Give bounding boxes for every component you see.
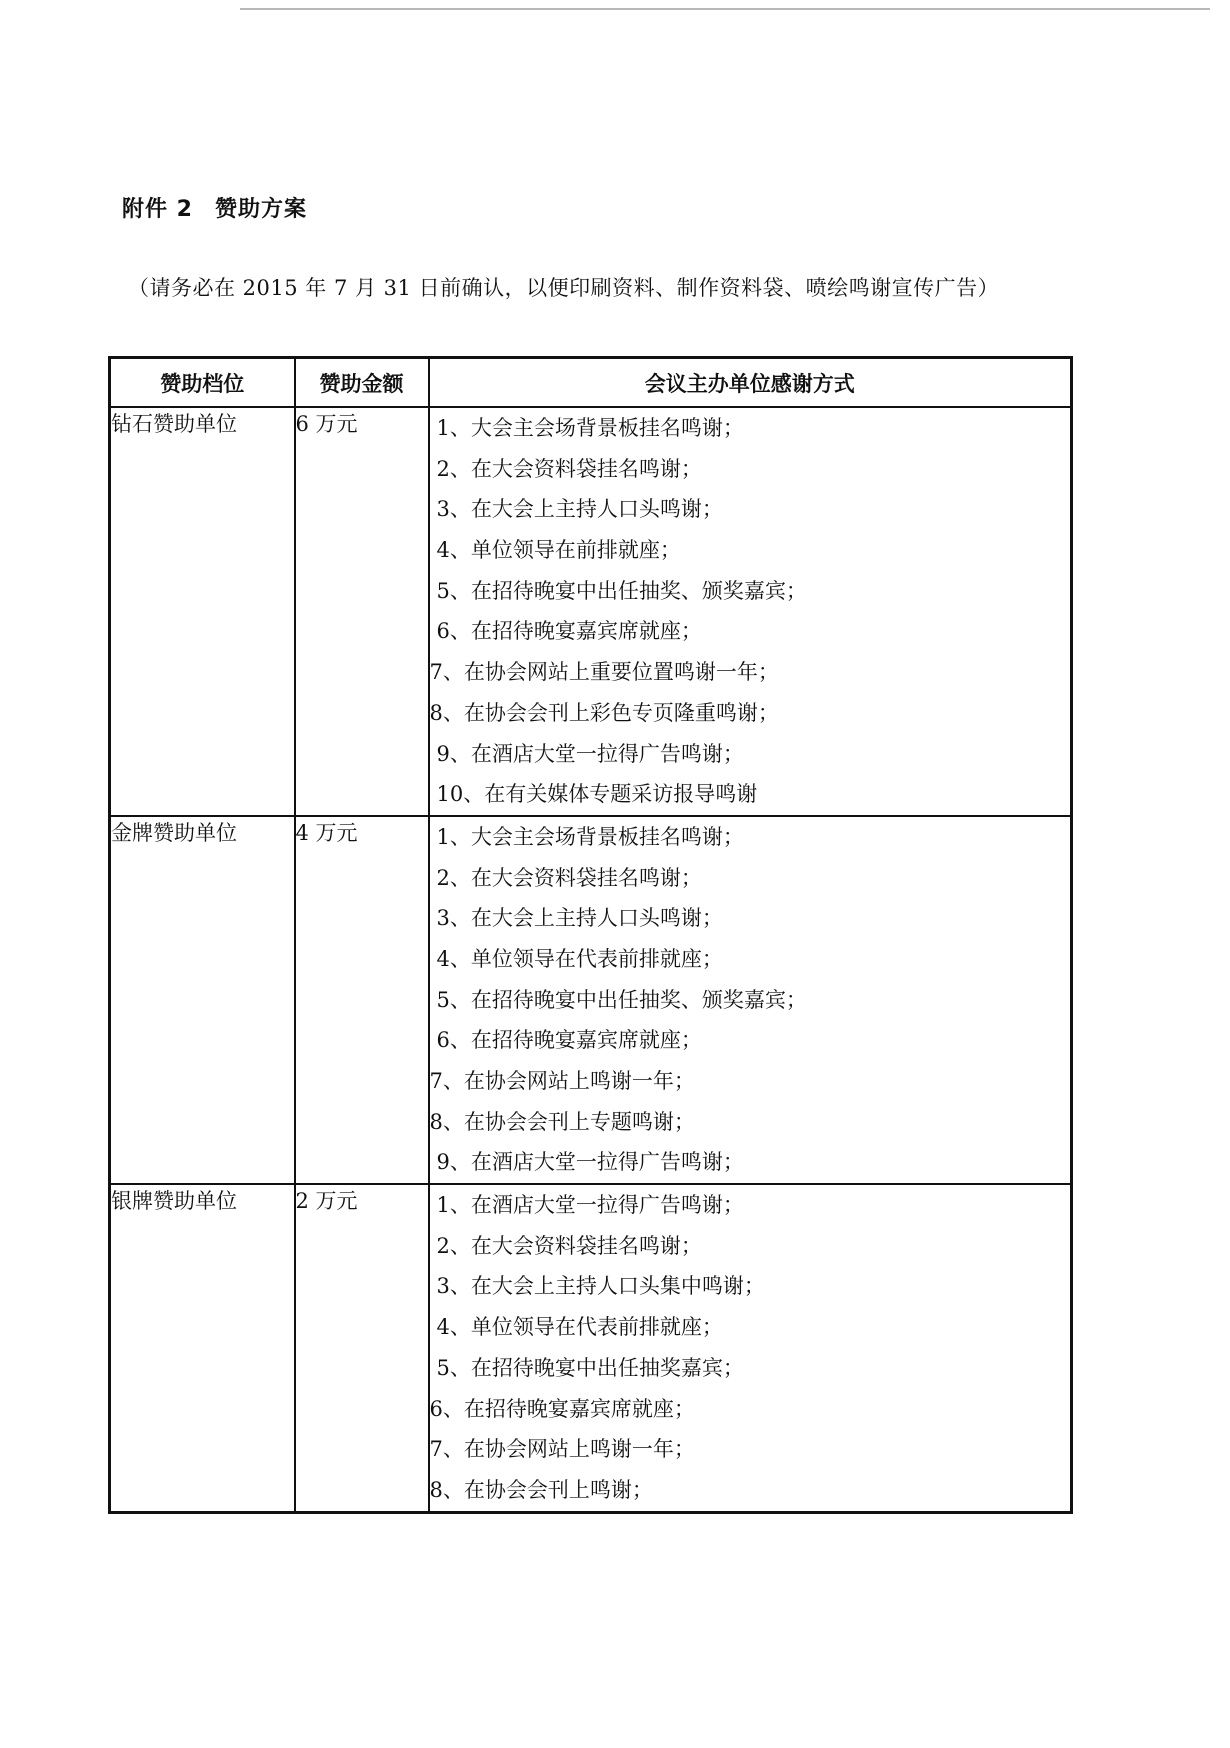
scan-top-rule	[240, 8, 1210, 10]
sponsorship-table	[108, 356, 1073, 1514]
confirmation-note: （请务必在 2015 年 7 月 31 日前确认，以便印刷资料、制作资料袋、喷绘鸣谢宣传广告）	[128, 276, 1000, 300]
perk-item: 1、大会主会场背景板挂名鸣谢；	[436, 824, 744, 849]
header-amount: 赞助金额	[295, 358, 429, 408]
header-tier: 赞助档位	[110, 358, 295, 408]
perk-item: 2、在大会资料袋挂名鸣谢；	[436, 456, 702, 481]
table-row-gold	[110, 816, 1072, 1184]
table-row-diamond	[110, 407, 1072, 816]
amount-cell: 2 万元	[295, 1184, 429, 1512]
perk-item: 2、在大会资料袋挂名鸣谢；	[436, 1233, 702, 1258]
perk-item: 7、在协会网站上重要位置鸣谢一年；	[429, 660, 779, 685]
tier-cell: 银牌赞助单位	[110, 1184, 295, 1512]
perk-item: 7、在协会网站上鸣谢一年；	[429, 1437, 695, 1462]
perk-item: 6、在招待晚宴嘉宾席就座；	[436, 1028, 702, 1053]
perk-item: 6、在招待晚宴嘉宾席就座；	[436, 619, 702, 644]
perk-item: 4、单位领导在代表前排就座；	[436, 946, 723, 971]
perk-item: 5、在招待晚宴中出任抽奖、颁奖嘉宾；	[436, 578, 807, 603]
page-title	[122, 192, 307, 223]
perk-item: 7、在协会网站上鸣谢一年；	[429, 1069, 695, 1093]
tier-cell: 金牌赞助单位	[110, 816, 295, 1184]
perk-item: 3、在大会上主持人口头鸣谢；	[436, 497, 723, 522]
perk-item: 4、单位领导在代表前排就座；	[436, 1315, 723, 1340]
perk-item: 9、在酒店大堂一拉得广告鸣谢；	[436, 741, 744, 766]
perks-cell	[429, 1184, 1072, 1512]
table-row-silver	[110, 1184, 1072, 1512]
perk-item: 6、在招待晚宴嘉宾席就座；	[429, 1396, 695, 1421]
perk-item: 9、在酒店大堂一拉得广告鸣谢；	[436, 1150, 744, 1175]
tier-cell: 钻石赞助单位	[110, 407, 295, 816]
perk-item: 2、在大会资料袋挂名鸣谢；	[436, 865, 702, 890]
perks-cell	[429, 407, 1072, 816]
perk-item: 1、大会主会场背景板挂名鸣谢；	[436, 416, 744, 440]
perk-item: 4、单位领导在前排就座；	[436, 538, 681, 563]
perk-item: 3、在大会上主持人口头集中鸣谢；	[436, 1274, 765, 1299]
perk-item: 5、在招待晚宴中出任抽奖、颁奖嘉宾；	[436, 987, 807, 1012]
perk-item: 5、在招待晚宴中出任抽奖嘉宾；	[436, 1355, 744, 1380]
perk-item: 8、在协会会刊上专题鸣谢；	[429, 1109, 695, 1134]
perk-item: 3、在大会上主持人口头鸣谢；	[436, 906, 723, 931]
amount-cell: 4 万元	[295, 816, 429, 1184]
amount-cell: 6 万元	[295, 407, 429, 816]
perk-item: 8、在协会会刊上鸣谢；	[429, 1477, 653, 1502]
header-thanks: 会议主办单位感谢方式	[429, 358, 1072, 408]
attachment-label: 附件 2	[122, 197, 193, 222]
attachment-subject: 赞助方案	[214, 197, 307, 222]
table-header-row	[110, 358, 1072, 408]
perk-item: 1、在酒店大堂一拉得广告鸣谢；	[436, 1193, 744, 1218]
perk-item: 10、在有关媒体专题采访报导鸣谢	[436, 782, 758, 807]
perks-cell	[429, 816, 1072, 1184]
perk-item: 8、在协会会刊上彩色专页隆重鸣谢；	[429, 700, 779, 725]
